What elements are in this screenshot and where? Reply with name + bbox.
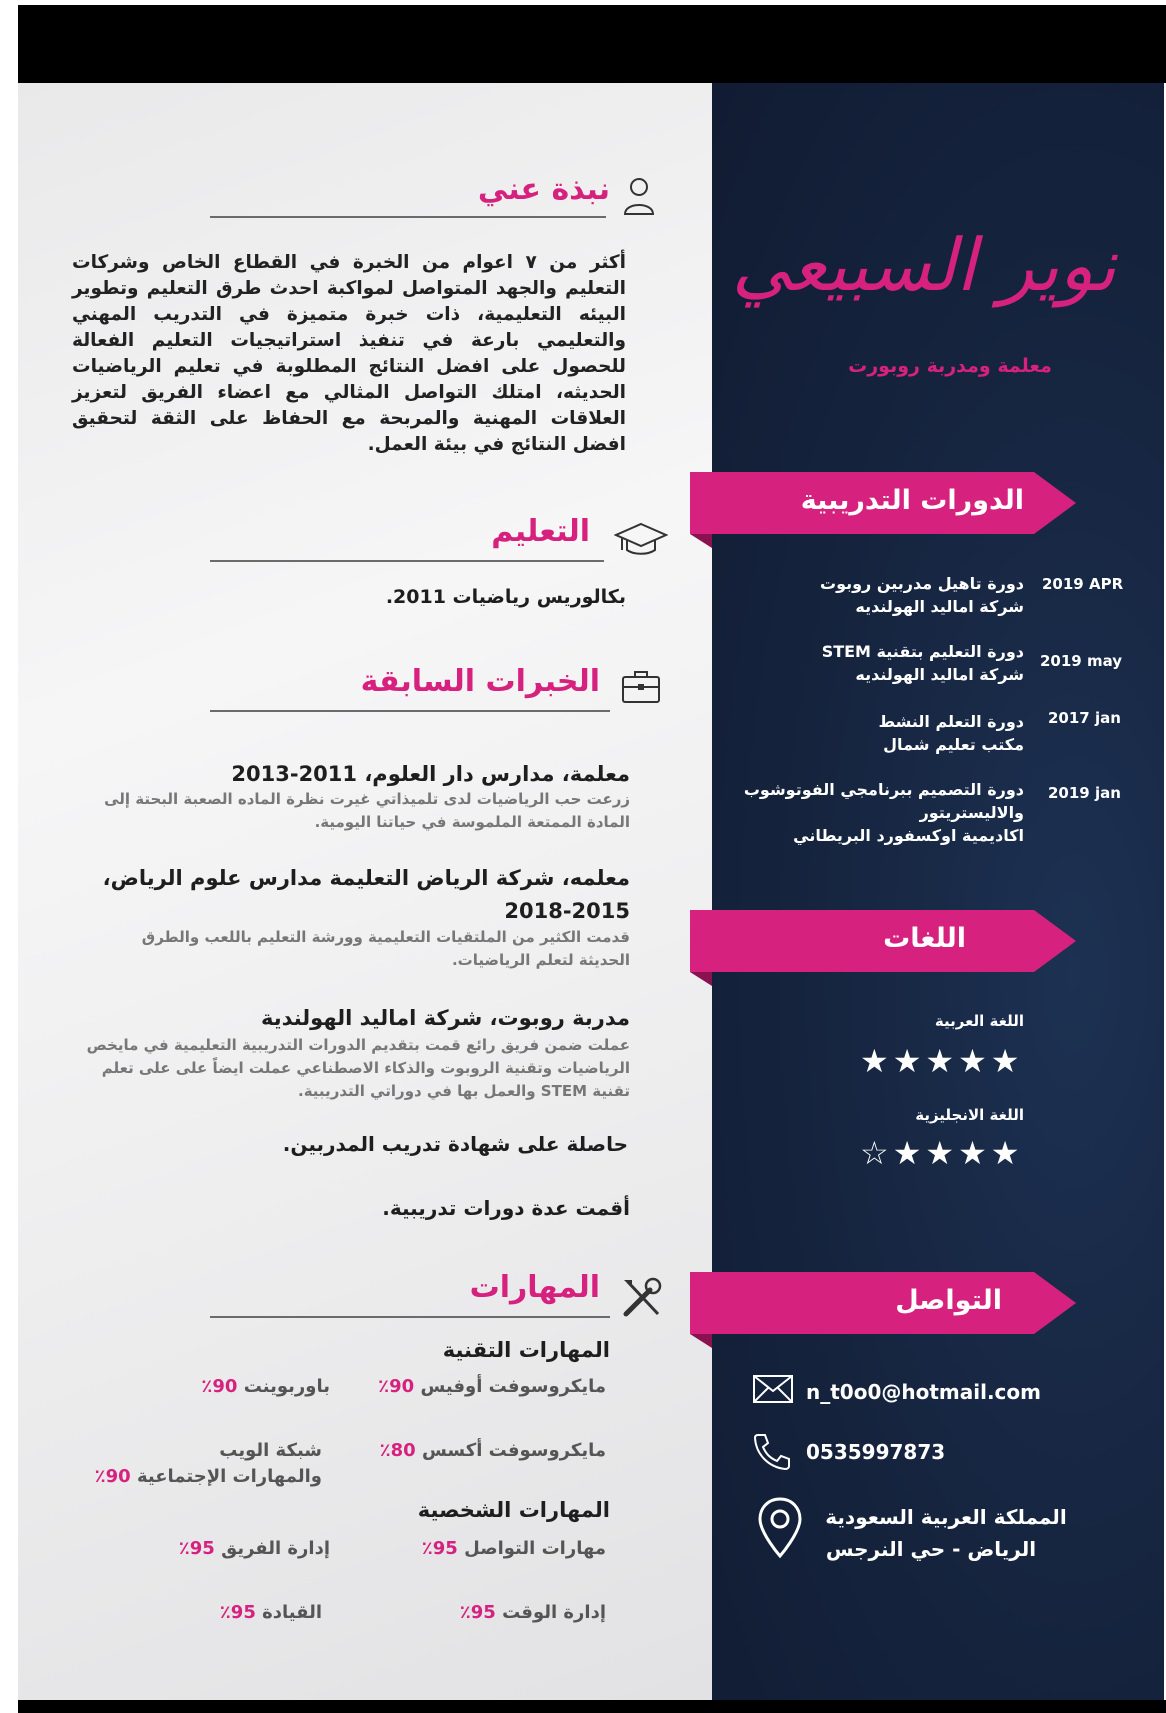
experience-heading: الخبرات السابقة — [360, 664, 600, 699]
contact-heading: التواصل — [895, 1285, 1002, 1316]
skill-communication — [422, 1538, 606, 1559]
course-2-text: دورة التعليم بتقنية STEM شركة امالید الهولنديه — [821, 642, 1024, 684]
course-4-text: دورة التصميم ببرنامجي الفوتوشوب والاليستريتور اكاديمية اوكسفورد البريطاني — [743, 780, 1024, 845]
about-text: أكثر من ٧ اعوام من الخبرة في القطاع الخاص وشركات التعليم والجهد المتواصل لمواكبة احدث طرق التعليم وتطوير البيئه التعليمية، ذات خبرة متميزة في التدريب المهني والتعليمي بارعة في تنفيذ استراتيجيات التعليم الفعالة للحصول على افضل النتائج المطلوبة في تعليم الرياضيات الحديثه، امتلك التواصل المثالي مع اعضاء الفريق لتعزيز العلاقات المهنية والمربحة مع الحفاظ على الثقة لتحقيق افضل النتائج في بيئة العمل. — [72, 252, 626, 455]
user-icon — [622, 176, 656, 216]
skill-name: إدارة الوقت — [502, 1602, 606, 1623]
skill-time — [460, 1602, 606, 1623]
languages-heading: اللغات — [883, 923, 966, 954]
profile-title: معلمة ومدربة روبورت — [848, 355, 1052, 377]
job-2-title: معلمه، شركة الرياض التعليمة مدارس علوم الرياض، 2015-2018 — [102, 866, 630, 923]
job-3-title: مدربة روبوت، شركة امالید الهولندية — [260, 1006, 630, 1030]
course-3-text: دورة التعلم النشط مكتب تعليم شمال — [878, 712, 1024, 754]
skill-name: باوربوينت — [243, 1376, 330, 1397]
tools-icon — [620, 1276, 664, 1320]
graduation-cap-icon — [614, 520, 668, 556]
arabic-rating-stars: ★★★★★ — [860, 1042, 1024, 1080]
skill-pct: 95٪ — [219, 1602, 256, 1623]
skill-access — [380, 1440, 606, 1461]
job-1-title: معلمة، مدارس دار العلوم، 2011-2013 — [231, 762, 630, 786]
address-line-1: المملكة العربية السعودية — [825, 1505, 1067, 1529]
skill-pct: 95٪ — [178, 1538, 215, 1559]
job-3-desc: عملت ضمن فريق رائع قمت بتقديم الدورات التدريبية التعليمية في مايخص الرياضيات وتقنية الروبوت والذكاء الاصطناعي عملت ايضاً على على تعلم تقنية STEM والعمل بها في دوراتي التدريبية. — [86, 1036, 630, 1100]
skill-office — [378, 1376, 606, 1397]
courses-heading: الدورات التدريبية — [800, 485, 1024, 516]
skill-name: إدارة الفريق — [221, 1538, 330, 1559]
skill-name: شبكة الويب — [219, 1440, 322, 1461]
course-4-date: 2019 jan — [1048, 784, 1121, 802]
language-arabic: اللغة العربية — [934, 1012, 1024, 1030]
about-heading: نبذة عني — [477, 172, 610, 207]
phone-text[interactable]: 0535997873 — [806, 1440, 946, 1464]
english-rating-stars: ☆★★★★ — [860, 1134, 1024, 1172]
skill-pct: 90٪ — [201, 1376, 238, 1397]
education-divider — [210, 560, 604, 562]
black-band — [18, 5, 1166, 83]
skill-pct: 80٪ — [379, 1440, 416, 1461]
email-text[interactable]: n_t0o0@hotmail.com — [806, 1380, 1041, 1404]
technical-skills-heading: المهارات التقنية — [442, 1338, 610, 1362]
bottom-bar — [18, 1700, 1166, 1713]
personal-skills-heading: المهارات الشخصية — [417, 1498, 610, 1522]
skill-name: والمهارات الإجتماعية — [137, 1466, 322, 1487]
skill-pct: 95٪ — [421, 1538, 458, 1559]
language-english: اللغة الانجليزية — [915, 1106, 1024, 1124]
contact-ribbon — [690, 1272, 1080, 1350]
course-3-date: 2017 jan — [1048, 709, 1121, 727]
phone-icon — [752, 1432, 792, 1470]
education-heading: التعليم — [491, 514, 590, 549]
skill-name: مايكروسوفت أكسس — [421, 1440, 606, 1461]
skills-divider — [210, 1316, 610, 1318]
skill-social — [95, 1466, 322, 1487]
skill-name: القيادة — [262, 1602, 322, 1623]
top-bar — [0, 0, 1166, 83]
course-1-date: 2019 APR — [1042, 575, 1124, 593]
skill-name: مهارات التواصل — [464, 1538, 606, 1559]
skills-heading: المهارات — [469, 1270, 600, 1305]
location-pin-icon — [756, 1496, 804, 1560]
education-item: بكالوريس رياضيات 2011. — [385, 586, 626, 608]
skill-pct: 95٪ — [459, 1602, 496, 1623]
skill-pct: 90٪ — [378, 1376, 415, 1397]
job-1-desc: زرعت حب الرياضيات لدى تلميذاتي غيرت نظرة الماده الصعبة البحتة إلى المادة الممتعة الملموسة في حياتنا اليومية. — [104, 790, 630, 831]
skill-team — [179, 1538, 330, 1559]
profile-name: نوير السبيعي — [731, 223, 1116, 307]
course-1-text: دورة تاهيل مدربين روبوت شركة امالید الهولنديه — [819, 574, 1024, 616]
skill-powerpoint — [201, 1376, 330, 1397]
skill-leadership — [220, 1602, 322, 1623]
course-2-date: 2019 may — [1040, 652, 1123, 670]
email-icon — [752, 1374, 794, 1404]
certificate-line: حاصلة على شهادة تدريب المدربين. — [282, 1132, 628, 1156]
skill-name: مايكروسوفت أوفيس — [420, 1376, 606, 1397]
job-2-desc: قدمت الكثير من الملتقيات التعليمية وورشة التعليم باللعب والطرق الحديثة لتعلم الرياضيات. — [141, 928, 630, 969]
courses-held-line: أقمت عدة دورات تدريبية. — [382, 1196, 630, 1220]
skill-pct: 90٪ — [94, 1466, 131, 1487]
address-line-2: الرياض - حي النرجس — [825, 1537, 1037, 1561]
about-divider — [210, 216, 606, 218]
briefcase-icon — [620, 668, 662, 704]
skill-web — [219, 1440, 322, 1461]
experience-divider — [210, 710, 610, 712]
